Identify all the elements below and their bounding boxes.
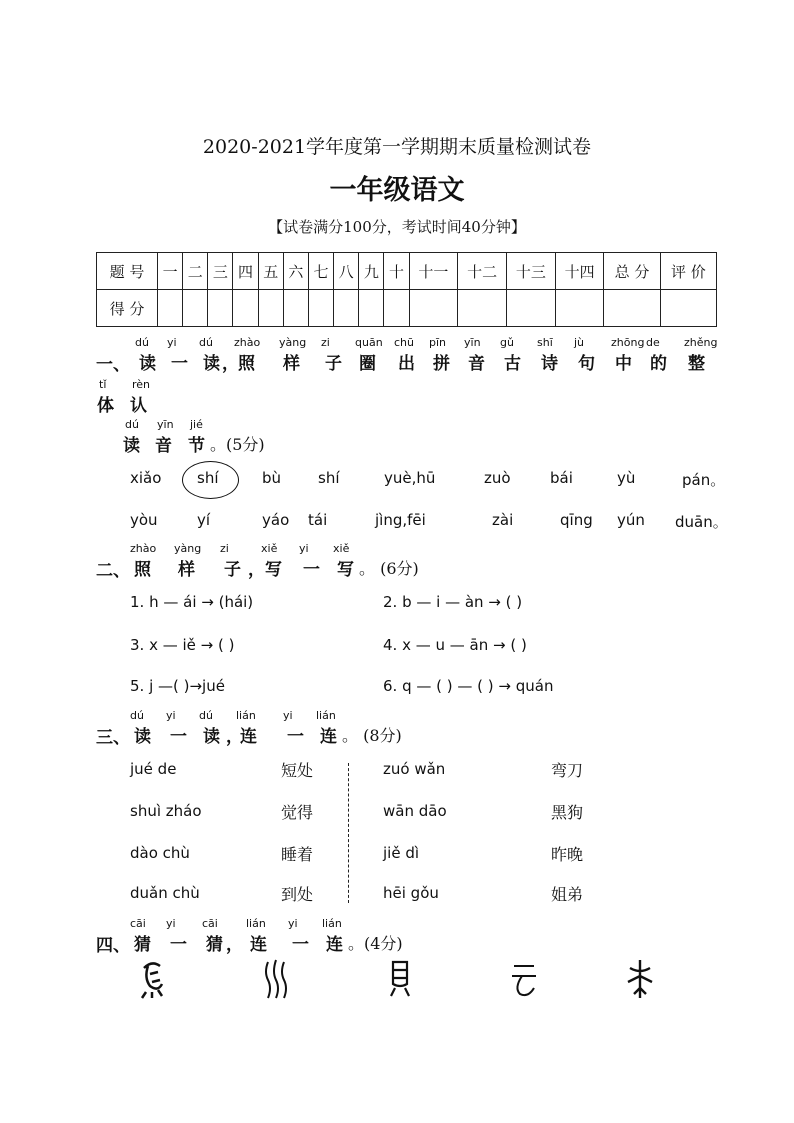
q4-pinyin: cāi <box>130 917 146 930</box>
score-header-cell: 九 <box>359 253 384 290</box>
q1-pinyin: zhěng <box>684 336 718 349</box>
q4-pinyin: lián <box>246 917 266 930</box>
q3-pinyin: dú <box>130 709 144 722</box>
shell-glyph-icon <box>385 958 417 1000</box>
q1-pinyin: dú <box>199 336 213 349</box>
q1-pinyin: dú <box>135 336 149 349</box>
q2-pinyin: zi <box>220 542 229 555</box>
pinyin-syllable: duān。 <box>675 513 728 531</box>
q2-pinyin: yàng <box>174 542 202 555</box>
q4-pinyin: cāi <box>202 917 218 930</box>
q3-pinyin: dú <box>199 709 213 722</box>
q1-pinyin: jù <box>574 336 585 349</box>
q3-score-note: 。 (8分) <box>342 726 402 745</box>
pinyin-syllable: shí <box>318 469 340 487</box>
q1-char: 认 <box>130 396 147 416</box>
score-table <box>96 252 717 327</box>
q1-char: 中 <box>615 354 632 374</box>
score-blank-cell <box>660 290 716 327</box>
q2-pinyin: zhào <box>130 542 157 555</box>
spelling-item: 2. b — i — àn → ( ) <box>383 593 523 611</box>
pinyin-syllable: pán。 <box>682 471 726 489</box>
q4-pinyin: yi <box>166 917 176 930</box>
q1-char: 出 <box>398 354 415 374</box>
score-header-cell: 十 <box>384 253 409 290</box>
match-word-left: 睡着 <box>281 845 314 864</box>
score-label-cell: 得 分 <box>97 290 158 327</box>
q1-char: 句 <box>578 354 595 374</box>
match-word-right: 姐弟 <box>551 885 584 904</box>
pinyin-syllable: yí <box>197 511 211 529</box>
water-glyph-icon <box>260 958 292 1000</box>
match-pinyin-left: shuì zháo <box>130 802 202 820</box>
score-header-cell: 评 价 <box>660 253 716 290</box>
score-blank-cell <box>233 290 258 327</box>
score-header-cell: 十三 <box>507 253 556 290</box>
q4-score-note: 。(4分) <box>348 934 403 953</box>
q1-char: 诗 <box>541 354 558 374</box>
q1-pinyin: shī <box>537 336 553 349</box>
q2-pinyin: yi <box>299 542 309 555</box>
subject-title: 一年级语文 <box>329 175 465 206</box>
q2-char: 一 <box>303 560 320 580</box>
spelling-item: 5. j —( )→jué <box>130 677 225 695</box>
score-blank-cell <box>308 290 333 327</box>
pinyin-syllable: bù <box>262 469 282 487</box>
match-pinyin-left: duǎn chù <box>130 884 200 902</box>
q1-char: ， <box>222 354 239 374</box>
q4-char: 猜 <box>134 935 151 955</box>
match-word-right: 昨晚 <box>551 845 584 864</box>
score-header-cell: 十一 <box>409 253 458 290</box>
score-header-cell: 五 <box>258 253 283 290</box>
pinyin-syllable: zài <box>492 511 514 529</box>
q1-char: 读 <box>123 436 140 456</box>
q1-char: 拼 <box>433 354 450 374</box>
score-blank-cell <box>409 290 458 327</box>
pinyin-syllable: qīng <box>560 511 593 529</box>
q1-pinyin: zhōng <box>611 336 645 349</box>
score-blank-cell <box>258 290 283 327</box>
column-divider <box>348 763 349 903</box>
q4-char: 一 <box>170 935 187 955</box>
q1-pinyin: yīn <box>464 336 481 349</box>
q3-char: 一 <box>170 727 187 747</box>
pinyin-syllable: xiǎo <box>130 469 162 487</box>
q2-pinyin: xiě <box>333 542 350 555</box>
q1-pinyin: jié <box>190 418 203 431</box>
q3-pinyin: lián <box>236 709 256 722</box>
score-header-cell: 八 <box>334 253 359 290</box>
q1-pinyin: de <box>646 336 660 349</box>
q1-char: 读 <box>139 354 156 374</box>
score-header-cell: 题 号 <box>97 253 158 290</box>
q4-char: 一 <box>292 935 309 955</box>
q3-pinyin: lián <box>316 709 336 722</box>
score-header-cell: 总 分 <box>604 253 660 290</box>
pinyin-syllable: zuò <box>484 469 511 487</box>
pinyin-syllable: shí <box>197 469 219 487</box>
match-word-right: 弯刀 <box>551 761 584 780</box>
pinyin-syllable: yòu <box>130 511 158 529</box>
q1-pinyin: yàng <box>279 336 307 349</box>
q1-prefix: 一、 <box>96 355 130 375</box>
q1-pinyin: zi <box>321 336 330 349</box>
score-blank-cell <box>458 290 507 327</box>
q4-char: 连 <box>250 935 267 955</box>
q4-char: 连 <box>326 935 343 955</box>
exam-note: 【试卷满分100分，考试时间40分钟】 <box>268 218 526 236</box>
tree-glyph-icon <box>624 958 656 1000</box>
spelling-item: 6. q — ( ) — ( ) → quán <box>383 677 554 695</box>
match-word-left: 觉得 <box>281 803 314 822</box>
q1-pinyin: yīn <box>157 418 174 431</box>
q3-char: 读 <box>203 727 220 747</box>
bird-glyph-icon <box>138 958 170 1000</box>
q3-char: 一 <box>287 727 304 747</box>
exam-title: 2020-2021学年度第一学期期末质量检测试卷 <box>202 136 592 158</box>
q4-pinyin: yi <box>288 917 298 930</box>
cloud-glyph-icon <box>508 958 540 1000</box>
pinyin-syllable: yáo <box>262 511 290 529</box>
q1-pinyin: rèn <box>132 378 151 391</box>
score-header-cell: 三 <box>208 253 233 290</box>
q1-char: 圈 <box>359 354 376 374</box>
match-pinyin-left: dào chù <box>130 844 190 862</box>
pinyin-syllable: jìng,fēi <box>375 511 426 529</box>
q2-prefix: 二、 <box>96 561 130 581</box>
score-header-cell: 十二 <box>458 253 507 290</box>
match-pinyin-left: jué de <box>130 760 177 778</box>
score-blank-cell <box>604 290 660 327</box>
q2-char: ， <box>248 560 265 580</box>
q1-pinyin: yi <box>167 336 177 349</box>
q1-char: 样 <box>283 354 300 374</box>
match-word-left: 到处 <box>281 885 314 904</box>
q2-score-note: 。 (6分) <box>359 559 419 578</box>
pinyin-syllable: yù <box>617 469 636 487</box>
spelling-item: 3. x — iě → ( ) <box>130 636 235 654</box>
q1-pinyin: dú <box>125 418 139 431</box>
score-header-cell: 二 <box>183 253 208 290</box>
score-header-cell: 六 <box>283 253 308 290</box>
score-header-cell: 一 <box>158 253 183 290</box>
score-blank-cell <box>359 290 384 327</box>
pinyin-syllable: yuè,hū <box>384 469 436 487</box>
q4-prefix: 四、 <box>96 936 130 956</box>
q3-pinyin: yi <box>166 709 176 722</box>
q1-char: 一 <box>171 354 188 374</box>
q1-pinyin: pīn <box>429 336 447 349</box>
q3-pinyin: yi <box>283 709 293 722</box>
q3-char: 连 <box>240 727 257 747</box>
score-header-cell: 四 <box>233 253 258 290</box>
q1-char: 体 <box>97 396 114 416</box>
q1-pinyin: gǔ <box>500 336 514 349</box>
score-header-cell: 七 <box>308 253 333 290</box>
q1-char: 整 <box>688 354 705 374</box>
score-header-row <box>97 253 717 290</box>
q1-pinyin: tǐ <box>99 378 107 391</box>
spelling-item: 1. h — ái → (hái) <box>130 593 254 611</box>
q1-char: 的 <box>650 354 667 374</box>
q3-char: 读 <box>134 727 151 747</box>
q3-char: ， <box>226 727 243 747</box>
score-blank-cell <box>283 290 308 327</box>
score-blank-cell <box>208 290 233 327</box>
match-word-left: 短处 <box>281 761 314 780</box>
score-blank-cell <box>183 290 208 327</box>
q4-char: ， <box>226 935 243 955</box>
q1-char: 节 <box>188 436 205 456</box>
pinyin-syllable: yún <box>617 511 645 529</box>
score-header-cell: 十四 <box>555 253 604 290</box>
q3-prefix: 三、 <box>96 728 130 748</box>
score-blank-cell <box>507 290 556 327</box>
q2-char: 照 <box>134 560 151 580</box>
q2-char: 样 <box>178 560 195 580</box>
q2-pinyin: xiě <box>261 542 278 555</box>
score-value-row <box>97 290 717 327</box>
q1-char: 照 <box>238 354 255 374</box>
match-pinyin-right: wān dāo <box>383 802 447 820</box>
match-pinyin-right: hēi gǒu <box>383 884 439 902</box>
q1-pinyin: chū <box>394 336 414 349</box>
q1-char: 音 <box>468 354 485 374</box>
score-blank-cell <box>384 290 409 327</box>
score-blank-cell <box>158 290 183 327</box>
match-word-right: 黑狗 <box>551 803 584 822</box>
q1-char: 子 <box>325 354 342 374</box>
q2-char: 写 <box>265 560 282 580</box>
q4-pinyin: lián <box>322 917 342 930</box>
q1-char: 古 <box>504 354 521 374</box>
q1-char: 读 <box>203 354 220 374</box>
q2-char: 子 <box>224 560 241 580</box>
spelling-item: 4. x — u — ān → ( ) <box>383 636 527 654</box>
q1-pinyin: zhào <box>234 336 261 349</box>
score-blank-cell <box>334 290 359 327</box>
q1-pinyin: quān <box>355 336 383 349</box>
q2-char: 写 <box>337 560 354 580</box>
q3-char: 连 <box>320 727 337 747</box>
q1-score-note: 。(5分) <box>210 435 265 454</box>
match-pinyin-right: jiě dì <box>383 844 420 862</box>
q4-char: 猜 <box>206 935 223 955</box>
pinyin-syllable: tái <box>308 511 328 529</box>
match-pinyin-right: zuó wǎn <box>383 760 446 778</box>
q1-char: 音 <box>155 436 172 456</box>
pinyin-syllable: bái <box>550 469 573 487</box>
score-blank-cell <box>555 290 604 327</box>
